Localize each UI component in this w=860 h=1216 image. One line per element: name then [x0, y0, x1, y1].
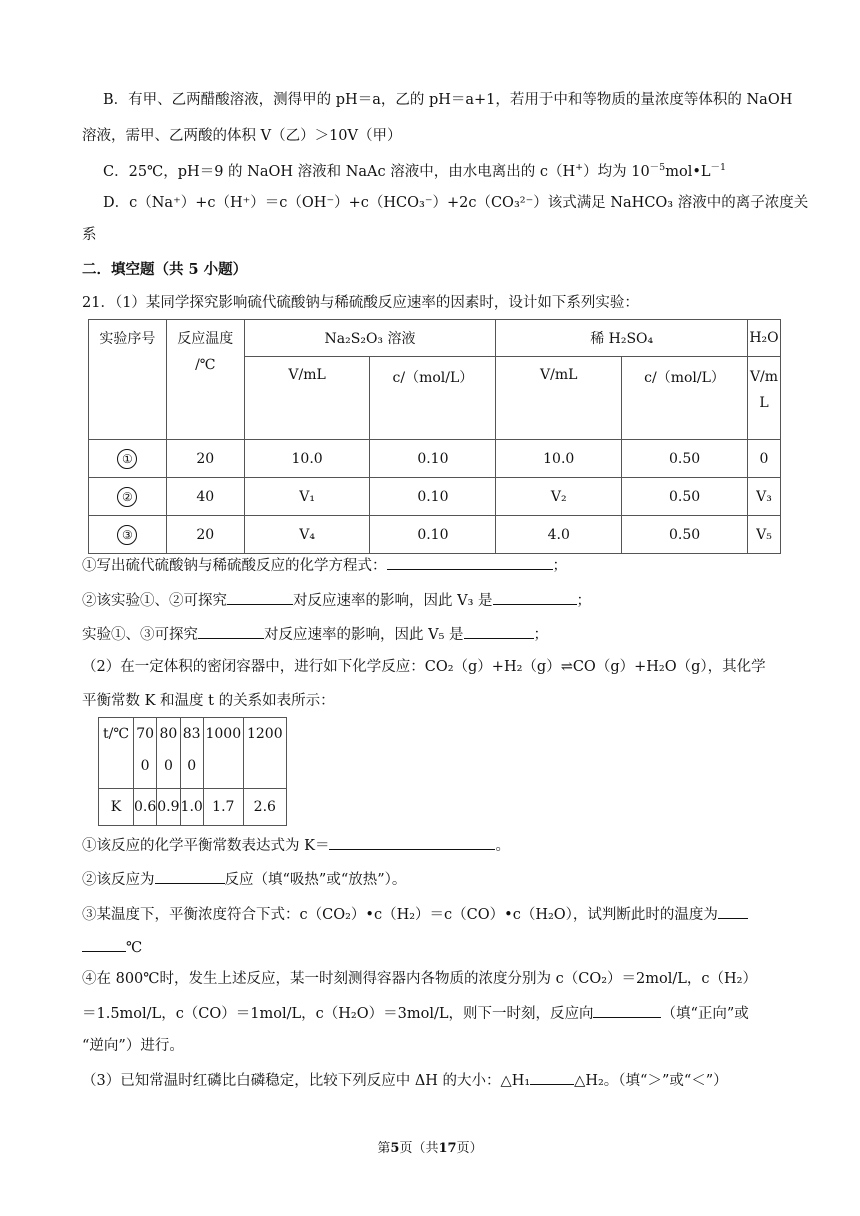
q1a	[82, 553, 567, 577]
section-title: 二．填空题（共 5 小题）	[82, 261, 248, 278]
footer-middle: 页（共	[399, 1141, 439, 1156]
answer-blank[interactable]	[198, 622, 264, 639]
q2d-line1: ④在 800℃时，发生上述反应，某一时刻测得容器内各物质的浓度分别为 c（CO₂）＝2mol/L，c（H₂）	[82, 971, 757, 987]
experiment-table	[88, 319, 781, 554]
header-c1: c/（mol/L）	[370, 357, 496, 440]
row-h2o: 0	[747, 440, 780, 478]
q2d-line2-b: （填“正向”或	[661, 1006, 749, 1022]
k-value: 0.9	[157, 789, 180, 826]
answer-blank[interactable]	[464, 622, 534, 639]
k-table-temp	[243, 718, 286, 789]
k-table-temp	[157, 718, 180, 789]
part3-text-a: （3）已知常温时红磷比白磷稳定，比较下列反应中 ΔH 的大小：△H₁	[82, 1073, 531, 1089]
row-seq-label: ①	[117, 449, 137, 469]
k-table-header-k: K	[99, 789, 134, 826]
answer-blank[interactable]	[387, 553, 553, 570]
row-h2o: V₃	[747, 478, 780, 516]
k-table	[98, 717, 287, 826]
temp-top: 80	[159, 726, 178, 742]
q2d-line3: “逆向”）进行。	[82, 1038, 184, 1054]
q1b-end: ；	[576, 593, 592, 609]
q1b-text-a: ②该实验①、②可探究	[82, 593, 227, 609]
k-value: 0.6	[134, 789, 157, 826]
part3	[82, 1068, 728, 1092]
q2b	[82, 867, 406, 891]
table-row	[89, 516, 781, 554]
page-total: 17	[438, 1141, 457, 1156]
header-c2: c/（mol/L）	[622, 357, 748, 440]
q2a-text: ①该反应的化学平衡常数表达式为 K＝	[82, 838, 330, 854]
row-c1: 0.10	[370, 516, 496, 554]
option-c-unit-exp: －1	[710, 162, 727, 174]
q2a	[82, 833, 510, 857]
q2b-text-b: 反应（填“吸热”或“放热”）。	[224, 872, 407, 888]
table-row	[89, 478, 781, 516]
q21-intro: 21．（1）某同学探究影响硫代硫酸钠与稀硫酸反应速率的因素时，设计如下系列实验：	[82, 295, 639, 311]
row-v2: 4.0	[496, 516, 622, 554]
header-h2o-unit-2: L	[759, 395, 769, 411]
temp-top: 1200	[246, 726, 283, 742]
q2c-unit: ℃	[126, 940, 143, 956]
row-temp: 40	[166, 478, 244, 516]
page-number: 5	[390, 1141, 400, 1156]
row-seq	[89, 440, 167, 478]
option-c-prefix: C．25℃，pH＝9 的 NaOH 溶液和 NaAc 溶液中，由水电离出的 c（H	[103, 164, 576, 180]
row-seq-label: ②	[117, 487, 137, 507]
row-v1: V₁	[244, 478, 370, 516]
row-c2: 0.50	[622, 478, 748, 516]
footer-prefix: 第	[377, 1141, 391, 1156]
q2a-end: 。	[495, 838, 510, 854]
row-seq	[89, 478, 167, 516]
answer-blank[interactable]	[227, 588, 293, 605]
q2b-text-a: ②该反应为	[82, 872, 155, 888]
temp-bottom: 0	[187, 758, 197, 774]
header-v2: V/mL	[496, 357, 622, 440]
k-value: 1.7	[203, 789, 243, 826]
option-d-line1: D．c（Na⁺）+c（H⁺）＝c（OH⁻）+c（HCO₃⁻）+2c（CO₃²⁻）该式满足 NaHCO₃ 溶液中的离子浓度关	[103, 195, 809, 211]
answer-blank[interactable]	[493, 588, 577, 605]
header-seq: 实验序号	[89, 320, 167, 440]
q2c-cont	[82, 935, 142, 959]
option-c-suffix: ）均为 10	[583, 164, 650, 180]
header-temp	[166, 320, 244, 440]
row-seq	[89, 516, 167, 554]
q1a-text: ①写出硫代硫酸钠与稀硫酸反应的化学方程式：	[82, 558, 387, 574]
option-c-exp: －5	[649, 162, 666, 174]
header-temp-unit: /℃	[195, 357, 216, 373]
q1c-text-a: 实验①、③可探究	[82, 627, 198, 643]
header-v1: V/mL	[244, 357, 370, 440]
header-h2so4: 稀 H₂SO₄	[496, 320, 748, 357]
answer-blank[interactable]	[82, 935, 126, 952]
header-h2o: H₂O	[747, 320, 780, 357]
q2d-line2-a: ＝1.5mol/L，c（CO）＝1mol/L，c（H₂O）＝3mol/L，则下一时刻，反应向	[82, 1006, 594, 1022]
row-v1: 10.0	[244, 440, 370, 478]
answer-blank[interactable]	[593, 1001, 661, 1018]
answer-blank[interactable]	[718, 902, 748, 919]
k-table-temp	[134, 718, 157, 789]
k-table-header-t: t/℃	[99, 718, 134, 789]
k-value: 1.0	[180, 789, 203, 826]
option-b-line1: B．有甲、乙两醋酸溶液，测得甲的 pH＝a，乙的 pH＝a+1，若用于中和等物质的量浓度等体积的 NaOH	[103, 92, 793, 108]
part2-line2: 平衡常数 K 和温度 t 的关系如表所示：	[82, 693, 335, 709]
header-h2o-unit-1: V/m	[749, 369, 779, 385]
table-row	[89, 440, 781, 478]
answer-blank[interactable]	[155, 867, 225, 884]
q1c-text-b: 对反应速率的影响，因此 V₅ 是	[264, 627, 464, 643]
temp-top: 70	[136, 726, 155, 742]
row-c1: 0.10	[370, 440, 496, 478]
row-seq-label: ③	[117, 525, 137, 545]
q2c-text: ③某温度下，平衡浓度符合下式：c（CO₂）•c（H₂）＝c（CO）•c（H₂O），试判断此时的温度为	[82, 907, 718, 923]
row-h2o: V₅	[747, 516, 780, 554]
q2d-line2	[82, 1001, 749, 1025]
answer-blank[interactable]	[530, 1068, 574, 1085]
q1b	[82, 588, 591, 612]
row-c2: 0.50	[622, 440, 748, 478]
part2-line1: （2）在一定体积的密闭容器中，进行如下化学反应：CO₂（g）+H₂（g）⇌CO（g）+H₂O（g），其化学	[82, 659, 766, 675]
row-temp: 20	[166, 516, 244, 554]
row-c2: 0.50	[622, 516, 748, 554]
q1a-end: ；	[552, 558, 567, 574]
header-h2o-unit	[747, 357, 780, 440]
k-table-temp	[203, 718, 243, 789]
row-v1: V₄	[244, 516, 370, 554]
k-table-temp	[180, 718, 203, 789]
header-na2s2o3: Na₂S₂O₃ 溶液	[244, 320, 496, 357]
q1b-text-b: 对反应速率的影响，因此 V₃ 是	[293, 593, 493, 609]
temp-top: 1000	[205, 726, 242, 742]
k-value: 2.6	[243, 789, 286, 826]
footer-suffix: 页）	[456, 1141, 483, 1156]
part3-text-b: △H₂。（填“＞”或“＜”）	[574, 1073, 728, 1089]
q1c-end: ；	[533, 627, 549, 643]
temp-bottom: 0	[140, 758, 150, 774]
q2c	[82, 902, 748, 926]
row-v2: V₂	[496, 478, 622, 516]
page-footer	[0, 1137, 860, 1156]
option-c: C．25℃，pH＝9 的 NaOH 溶液和 NaAc 溶液中，由水电离出的 c（H+）均为 $10^{-5}mol•L^{-1}$	[103, 162, 727, 180]
temp-bottom: 0	[163, 758, 173, 774]
header-temp-label: 反应温度	[177, 331, 234, 347]
row-temp: 20	[166, 440, 244, 478]
option-b-line2: 溶液，需甲、乙两酸的体积 V（乙）＞10V（甲）	[82, 128, 402, 144]
row-c1: 0.10	[370, 478, 496, 516]
q1c	[82, 622, 548, 646]
option-d-line2: 系	[82, 227, 97, 243]
option-c-unit: mol•L	[665, 164, 711, 180]
answer-blank[interactable]	[329, 833, 495, 850]
row-v2: 10.0	[496, 440, 622, 478]
temp-top: 83	[182, 726, 201, 742]
